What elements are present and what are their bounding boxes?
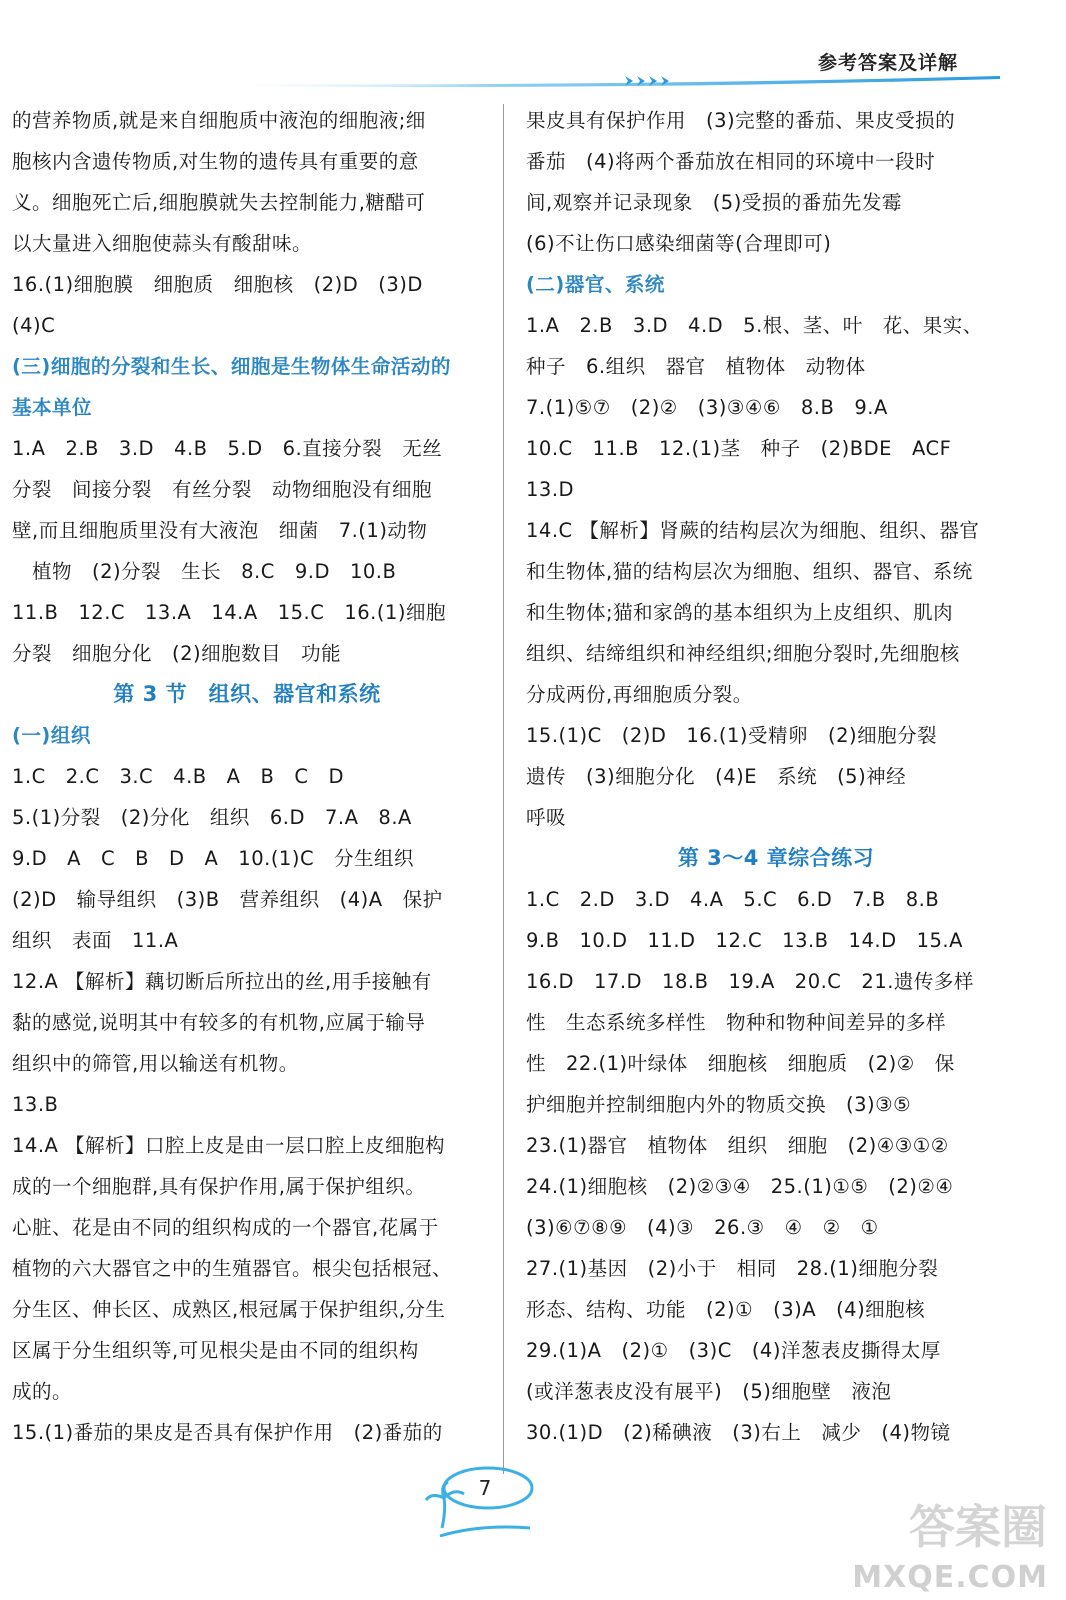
answer-line: 9.B 10.D 11.D 12.C 13.B 14.D 15.A (526, 929, 963, 952)
column-divider (503, 104, 504, 1474)
subsection-heading: (三)细胞的分裂和生长、细胞是生物体生命活动的 (12, 355, 451, 378)
subsection-heading: (二)器官、系统 (526, 273, 665, 296)
answer-line: 分裂 间接分裂 有丝分裂 动物细胞没有细胞 (12, 478, 433, 501)
answer-line: 护细胞并控制细胞内外的物质交换 (3)③⑤ (526, 1093, 912, 1116)
answer-line: 和生物体,猫的结构层次为细胞、组织、器官、系统 (526, 560, 973, 583)
answer-line: 成的一个细胞群,具有保护作用,属于保护组织。 (12, 1175, 426, 1198)
answer-line: 27.(1)基因 (2)小于 相同 28.(1)细胞分裂 (526, 1257, 939, 1280)
left-column (12, 100, 482, 1453)
subsection-heading: 基本单位 (12, 396, 93, 419)
answer-line: (2)D 输导组织 (3)B 营养组织 (4)A 保护 (12, 888, 443, 911)
answer-line: 29.(1)A (2)① (3)C (4)洋葱表皮撕得太厚 (526, 1339, 941, 1362)
answer-line: 分裂 细胞分化 (2)细胞数目 功能 (12, 642, 342, 665)
answer-line: 和生物体;猫和家鸽的基本组织为上皮组织、肌肉 (526, 601, 954, 624)
answer-line: 30.(1)D (2)稀碘液 (3)右上 减少 (4)物镜 (526, 1421, 951, 1444)
answer-line: 16.(1)细胞膜 细胞质 细胞核 (2)D (3)D (12, 273, 423, 296)
answer-line: 壁,而且细胞质里没有大液泡 细菌 7.(1)动物 (12, 519, 428, 542)
answer-line: 1.C 2.C 3.C 4.B A B C D (12, 765, 344, 788)
answer-line: 16.D 17.D 18.B 19.A 20.C 21.遗传多样 (526, 970, 974, 993)
answer-line: 组织中的筛管,用以输送有机物。 (12, 1052, 299, 1075)
answer-line: 心脏、花是由不同的组织构成的一个器官,花属于 (12, 1216, 439, 1239)
answer-line: 义。细胞死亡后,细胞膜就失去控制能力,糖醋可 (12, 191, 426, 214)
answer-line: 的营养物质,就是来自细胞质中液泡的细胞液;细 (12, 109, 426, 132)
answer-line: 1.A 2.B 3.D 4.B 5.D 6.直接分裂 无丝 (12, 437, 443, 460)
answer-line: 组织、结缔组织和神经组织;细胞分裂时,先细胞核 (526, 642, 960, 665)
answer-line: 14.C 【解析】肾蕨的结构层次为细胞、组织、器官 (526, 519, 980, 542)
answer-line: 1.C 2.D 3.D 4.A 5.C 6.D 7.B 8.B (526, 888, 940, 911)
watermark-logo (904, 1495, 1054, 1555)
answer-line: (6)不让伤口感染细菌等(合理即可) (526, 232, 832, 255)
answer-line: 胞核内含遗传物质,对生物的遗传具有重要的意 (12, 150, 419, 173)
answer-line: 区属于分生组织等,可见根尖是由不同的组织构 (12, 1339, 419, 1362)
answer-line: 15.(1)C (2)D 16.(1)受精卵 (2)细胞分裂 (526, 724, 938, 747)
answer-line: (3)⑥⑦⑧⑨ (4)③ 26.③ ④ ② ① (526, 1216, 879, 1239)
answer-line: 果皮具有保护作用 (3)完整的番茄、果皮受损的 (526, 109, 956, 132)
answer-line: (4)C (12, 314, 56, 337)
section-heading: 第 3～4 章综合练习 (677, 846, 875, 870)
answer-line: 形态、结构、功能 (2)① (3)A (4)细胞核 (526, 1298, 926, 1321)
answer-line: 呼吸 (526, 806, 567, 829)
answer-line: 23.(1)器官 植物体 组织 细胞 (2)④③①② (526, 1134, 949, 1157)
answer-line: 种子 6.组织 器官 植物体 动物体 (526, 355, 866, 378)
answer-line: 13.D (526, 478, 575, 501)
header-rule (230, 72, 1000, 94)
answer-line: 分成两份,再细胞质分裂。 (526, 683, 753, 706)
answer-line: 番茄 (4)将两个番茄放在相同的环境中一段时 (526, 150, 936, 173)
header-title: 参考答案及详解 (817, 52, 958, 74)
answer-line: 24.(1)细胞核 (2)②③④ 25.(1)①⑤ (2)②④ (526, 1175, 954, 1198)
answer-line: 性 22.(1)叶绿体 细胞核 细胞质 (2)② 保 (526, 1052, 955, 1075)
answer-line: 12.A 【解析】藕切断后所拉出的丝,用手接触有 (12, 970, 432, 993)
answer-line: 15.(1)番茄的果皮是否具有保护作用 (2)番茄的 (12, 1421, 443, 1444)
answer-line: 植物的六大器官之中的生殖器官。根尖包括根冠、 (12, 1257, 453, 1280)
answer-line: 5.(1)分裂 (2)分化 组织 6.D 7.A 8.A (12, 806, 412, 829)
answer-line: 植物 (2)分裂 生长 8.C 9.D 10.B (12, 560, 397, 583)
page-number: 7 (478, 1476, 492, 1500)
answer-line: 性 生态系统多样性 物种和物种间差异的多样 (526, 1011, 947, 1034)
answer-line: 遗传 (3)细胞分化 (4)E 系统 (5)神经 (526, 765, 907, 788)
answer-line: 10.C 11.B 12.(1)茎 种子 (2)BDE ACF (526, 437, 952, 460)
svg-text:答案圈: 答案圈 (909, 1500, 1047, 1554)
section-heading: 第 3 节 组织、器官和系统 (113, 682, 381, 706)
answer-line: 14.A 【解析】口腔上皮是由一层口腔上皮细胞构 (12, 1134, 446, 1157)
answer-line: 7.(1)⑤⑦ (2)② (3)③④⑥ 8.B 9.A (526, 396, 888, 419)
answer-line: 以大量进入细胞使蒜头有酸甜味。 (12, 232, 313, 255)
answer-line: 分生区、伸长区、成熟区,根冠属于保护组织,分生 (12, 1298, 446, 1321)
subsection-heading: (一)组织 (12, 724, 91, 747)
right-column (526, 100, 1026, 1453)
watermark-url: MXQE.COM (852, 1560, 1048, 1595)
answer-line: 黏的感觉,说明其中有较多的有机物,应属于输导 (12, 1011, 426, 1034)
answer-line: 组织 表面 11.A (12, 929, 179, 952)
answer-line: 9.D A C B D A 10.(1)C 分生组织 (12, 847, 415, 870)
answer-line: 1.A 2.B 3.D 4.D 5.根、茎、叶 花、果实、 (526, 314, 983, 337)
answer-line: 成的。 (12, 1380, 73, 1403)
answer-line: (或洋葱表皮没有展平) (5)细胞壁 液泡 (526, 1380, 892, 1403)
answer-line: 11.B 12.C 13.A 14.A 15.C 16.(1)细胞 (12, 601, 446, 624)
answer-line: 间,观察并记录现象 (5)受损的番茄先发霉 (526, 191, 902, 214)
answer-line: 13.B (12, 1093, 59, 1116)
